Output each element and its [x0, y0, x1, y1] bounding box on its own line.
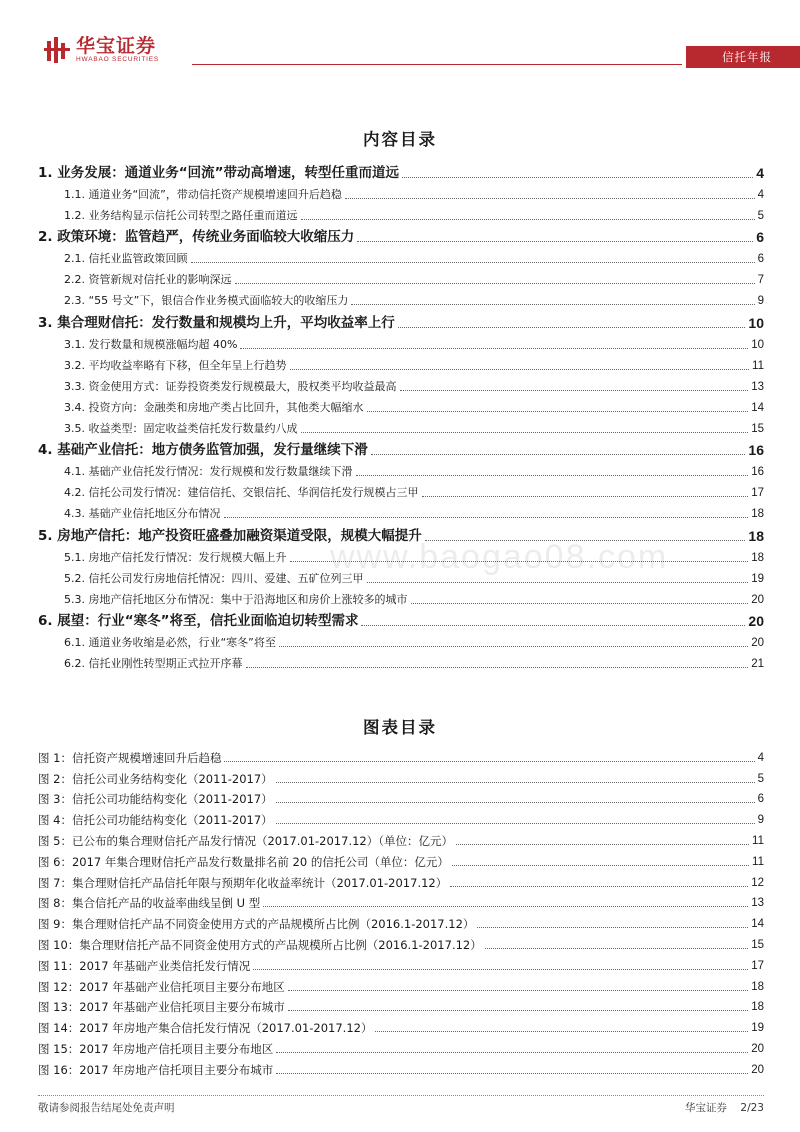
entry-page-number: 17 [751, 487, 764, 499]
dot-leader [356, 475, 749, 476]
watermark: www.baogao08.com [330, 538, 669, 576]
dot-leader [276, 1073, 748, 1074]
dot-leader [345, 198, 755, 199]
figure-entry[interactable] [38, 910, 764, 931]
toc-section-entry[interactable] [38, 266, 764, 287]
figure-entry[interactable] [38, 973, 764, 994]
entry-page-number: 11 [752, 359, 764, 372]
entry-label: 图 5：已公布的集合理财信托产品发行情况（2017.01-2017.12）（单位：亿元） [38, 833, 453, 848]
dot-leader [402, 177, 753, 178]
footer-disclaimer: 敬请参阅报告结尾处免责声明 [38, 1102, 175, 1114]
entry-page-number: 21 [751, 658, 764, 670]
figure-entry[interactable] [38, 869, 764, 890]
entry-label: 图 6：2017 年集合理财信托产品发行数量排名前 20 的信托公司（单位：亿元） [38, 854, 449, 869]
entry-label: 1. 业务发展：通道业务“回流”带动高增速，转型任重而道远 [38, 164, 399, 181]
dot-leader [276, 802, 755, 803]
entry-label: 图 14：2017 年房地产集合信托发行情况（2017.01-2017.12） [38, 1021, 373, 1036]
entry-label: 图 11：2017 年基础产业类信托发行情况 [38, 958, 251, 973]
dot-leader [288, 1010, 748, 1011]
figure-entry[interactable] [38, 994, 764, 1015]
entry-label: 4.1. 基础产业信托发行情况：发行规模和发行数量继续下滑 [64, 465, 353, 478]
entry-label: 3.2. 平均收益率略有下移，但全年呈上行趋势 [64, 358, 287, 372]
entry-label: 4.3. 基础产业信托地区分布情况 [64, 507, 221, 520]
dot-leader [301, 432, 749, 433]
entry-page-number: 6 [756, 229, 764, 245]
entry-label: 3.1. 发行数量和规模涨幅均超 40% [64, 337, 238, 351]
entry-label: 2.1. 信托业监管政策回顾 [64, 252, 188, 265]
toc-section-entry[interactable] [38, 287, 764, 308]
dot-leader [450, 886, 748, 887]
entry-page-number: 15 [751, 938, 764, 951]
list-of-figures [38, 744, 764, 1077]
figure-entry[interactable] [38, 848, 764, 869]
report-type-badge: 信托年报 [686, 46, 800, 68]
footer-company: 华宝证券 [685, 1102, 728, 1114]
entry-page-number: 14 [751, 401, 764, 414]
entry-label: 图 16：2017 年房地产信托项目主要分布城市 [38, 1062, 274, 1077]
entry-label: 6.2. 信托业刚性转型期正式拉开序幕 [64, 657, 243, 670]
entry-page-number: 15 [751, 422, 764, 435]
entry-page-number: 13 [751, 897, 764, 910]
entry-page-number: 18 [751, 980, 764, 993]
entry-page-number: 6 [757, 793, 764, 806]
toc-section-entry[interactable] [38, 586, 764, 607]
entry-page-number: 20 [751, 593, 764, 606]
logo-chinese-name: 华宝证券 [76, 35, 157, 57]
entry-page-number: 17 [751, 959, 764, 972]
toc-title: 内容目录 [363, 130, 437, 149]
toc-section-entry[interactable] [38, 394, 764, 415]
entry-label: 图 2：信托公司业务结构变化（2011-2017） [38, 771, 273, 786]
entry-page-number: 12 [751, 876, 764, 889]
footer-page-number: 2/23 [740, 1102, 764, 1114]
dot-leader [246, 667, 749, 668]
entry-label: 图 15：2017 年房地产信托项目主要分布地区 [38, 1041, 274, 1056]
dot-leader [276, 823, 755, 824]
entry-label: 5.2. 信托公司发行房地信托情况：四川、爱建、五矿位列三甲 [64, 571, 364, 585]
entry-page-number: 16 [748, 442, 764, 458]
dot-leader [422, 496, 749, 497]
figure-entry[interactable] [38, 827, 764, 848]
dot-leader [400, 390, 749, 391]
toc-chapter-entry[interactable] [38, 158, 764, 181]
figures-title: 图表目录 [363, 718, 437, 737]
figure-entry[interactable] [38, 890, 764, 911]
dot-leader [224, 761, 754, 762]
entry-page-number: 4 [757, 188, 764, 201]
entry-label: 5. 房地产信托：地产投资旺盛叠加融资渠道受限，规模大幅提升 [38, 527, 422, 544]
figure-entry[interactable] [38, 786, 764, 807]
dot-leader [411, 603, 749, 604]
entry-page-number: 18 [751, 1001, 764, 1014]
entry-label: 6.1. 通道业务收缩是必然，行业“寒冬”将至 [64, 636, 276, 649]
figure-entry[interactable] [38, 952, 764, 973]
entry-page-number: 18 [748, 527, 764, 544]
entry-label: 3. 集合理财信托：发行数量和规模均上升，平均收益率上行 [38, 314, 395, 331]
dot-leader [224, 517, 749, 518]
toc-section-entry[interactable] [38, 415, 764, 436]
entry-page-number: 5 [757, 209, 764, 222]
toc-chapter-entry[interactable] [38, 436, 764, 459]
dot-leader [485, 948, 748, 949]
dot-leader [398, 327, 746, 328]
toc-chapter-entry[interactable] [38, 223, 764, 246]
dot-leader [253, 969, 748, 970]
entry-label: 图 7：集合理财信托产品信托年限与预期年化收益率统计（2017.01-2017.12） [38, 875, 448, 890]
entry-label: 4.2. 信托公司发行情况：建信信托、交银信托、华润信托发行规模占三甲 [64, 486, 419, 499]
entry-page-number: 20 [751, 637, 764, 649]
table-of-contents [38, 158, 764, 671]
entry-page-number: 19 [751, 572, 764, 585]
entry-page-number: 9 [757, 295, 764, 307]
entry-page-number: 10 [748, 314, 764, 331]
entry-label: 3.5. 收益类型：固定收益类信托发行数量约八成 [64, 421, 298, 435]
toc-chapter-entry[interactable] [38, 308, 764, 331]
toc-section-entry[interactable] [38, 458, 764, 479]
toc-section-entry[interactable] [38, 331, 764, 352]
entry-page-number: 13 [751, 380, 764, 393]
dot-leader [367, 582, 749, 583]
entry-label: 图 3：信托公司功能结构变化（2011-2017） [38, 792, 273, 807]
dot-leader [191, 262, 755, 263]
entry-page-number: 20 [751, 1042, 764, 1055]
figure-entry[interactable] [38, 1056, 764, 1077]
logo-mark-icon [44, 37, 70, 63]
entry-label: 2. 政策环境：监管趋严，传统业务面临较大收缩压力 [38, 229, 355, 245]
dot-leader [263, 906, 748, 907]
dot-leader [361, 625, 745, 626]
dot-leader [235, 283, 755, 284]
entry-label: 5.1. 房地产信托发行情况：发行规模大幅上升 [64, 550, 287, 564]
entry-label: 图 8：集合信托产品的收益率曲线呈倒 U 型 [38, 896, 261, 911]
entry-label: 1.2. 业务结构显示信托公司转型之路任重而道远 [64, 208, 298, 222]
entry-label: 3.4. 投资方向：金融类和房地产类占比回升，其他类大幅缩水 [64, 400, 364, 414]
figure-entry[interactable] [38, 744, 764, 765]
dot-leader [276, 1052, 748, 1053]
entry-label: 3.3. 资金使用方式：证券投资类发行规模最大，股权类平均收益最高 [64, 379, 397, 393]
entry-page-number: 4 [756, 164, 764, 181]
toc-section-entry[interactable] [38, 202, 764, 223]
toc-chapter-entry[interactable] [38, 607, 764, 630]
entry-page-number: 18 [751, 551, 764, 564]
entry-page-number: 6 [757, 253, 764, 265]
entry-page-number: 11 [752, 834, 764, 847]
toc-section-entry[interactable] [38, 500, 764, 521]
figure-entry[interactable] [38, 806, 764, 827]
footer-page-info [685, 1100, 764, 1115]
entry-page-number: 4 [757, 751, 764, 764]
entry-page-number: 5 [757, 772, 764, 785]
entry-label: 4. 基础产业信托：地方债务监管加强，发行量继续下滑 [38, 442, 368, 458]
entry-page-number: 18 [751, 508, 764, 520]
dot-leader [371, 454, 746, 455]
dot-leader [456, 844, 749, 845]
toc-section-entry[interactable] [38, 245, 764, 266]
dot-leader [351, 304, 754, 305]
entry-label: 图 12：2017 年基础产业信托项目主要分布地区 [38, 979, 285, 994]
entry-label: 图 1：信托资产规模增速回升后趋稳 [38, 750, 222, 765]
entry-page-number: 19 [751, 1022, 764, 1035]
toc-section-entry[interactable] [38, 373, 764, 394]
page-header [44, 35, 772, 70]
dot-leader [290, 369, 750, 370]
dot-leader [301, 219, 755, 220]
dot-leader [357, 241, 753, 242]
entry-label: 2.3. “55 号文”下，银信合作业务模式面临较大的收缩压力 [64, 294, 349, 307]
entry-label: 图 10：集合理财信托产品不同资金使用方式的产品规模所占比例（2016.1-2017.12） [38, 937, 482, 952]
entry-label: 5.3. 房地产信托地区分布情况：集中于沿海地区和房价上涨较多的城市 [64, 592, 408, 606]
dot-leader [279, 646, 748, 647]
entry-label: 图 9：集合理财信托产品不同资金使用方式的产品规模所占比例（2016.1-2017.12） [38, 917, 475, 932]
entry-page-number: 14 [751, 918, 764, 931]
toc-section-entry[interactable] [38, 650, 764, 671]
entry-label: 1.1. 通道业务“回流”，带动信托资产规模增速回升后趋稳 [64, 187, 342, 201]
entry-label: 图 4：信托公司功能结构变化（2011-2017） [38, 813, 273, 828]
dot-leader [477, 927, 748, 928]
entry-page-number: 11 [752, 855, 764, 868]
logo-english-name: HWABAO SECURITIES [76, 56, 160, 63]
header-divider [192, 64, 682, 65]
toc-section-entry[interactable] [38, 352, 764, 373]
entry-label: 2.2. 资管新规对信托业的影响深远 [64, 273, 232, 286]
entry-page-number: 16 [751, 466, 764, 478]
toc-section-entry[interactable] [38, 479, 764, 500]
dot-leader [276, 782, 755, 783]
entry-page-number: 9 [757, 814, 764, 827]
entry-page-number: 20 [748, 613, 764, 629]
company-logo [44, 36, 159, 64]
entry-page-number: 10 [751, 338, 764, 351]
figure-entry[interactable] [38, 765, 764, 786]
entry-page-number: 20 [751, 1063, 764, 1076]
entry-page-number: 7 [757, 274, 764, 286]
dot-leader [375, 1031, 748, 1032]
dot-leader [367, 411, 749, 412]
dot-leader [240, 348, 748, 349]
dot-leader [288, 990, 748, 991]
figure-entry[interactable] [38, 1035, 764, 1056]
footer-divider [38, 1095, 764, 1096]
toc-section-entry[interactable] [38, 181, 764, 202]
entry-label: 图 13：2017 年基础产业信托项目主要分布城市 [38, 1000, 285, 1015]
entry-label: 6. 展望：行业“寒冬”将至，信托业面临迫切转型需求 [38, 613, 359, 629]
dot-leader [452, 865, 749, 866]
figure-entry[interactable] [38, 931, 764, 952]
figure-entry[interactable] [38, 1014, 764, 1035]
toc-section-entry[interactable] [38, 629, 764, 650]
